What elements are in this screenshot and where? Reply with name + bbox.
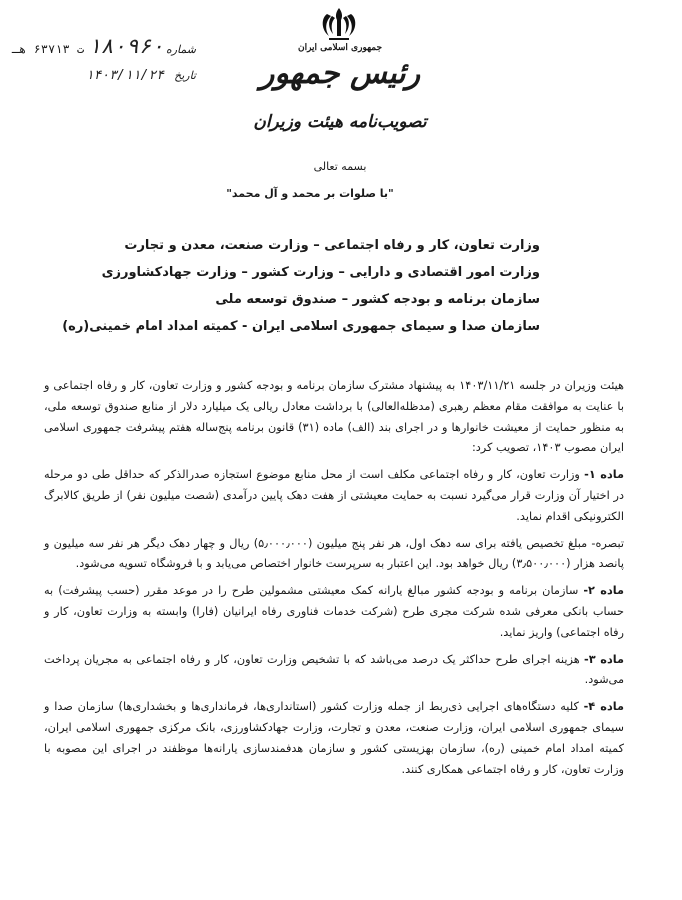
office-title: رئیس جمهور xyxy=(259,56,421,91)
decree-body xyxy=(44,376,624,786)
number-row xyxy=(6,34,196,68)
intro-paragraph: هیئت وزیران در جلسه ۱۴۰۳/۱۱/۲۱ به پیشنهاد مشترک سازمان برنامه و بودجه کشور و وزارت تعاون، کار و رفاه اجتماعی و با عنایت به موافقت مقام معظم رهبری (مدظله‌العالی) با برداشت معادل ریالی یک میلیارد دلار از منابع صندوق توسعه ملی، به منظور حمایت از معیشت خانوارها و در اجرای بند (الف) ماده (۳۱) قانون برنامه پنج‌ساله هفتم پیشرفت جمهوری اسلامی ایران مصوب ۱۴۰۳، تصویب کرد: xyxy=(44,379,624,455)
article-1 xyxy=(44,465,624,527)
number-label: شماره xyxy=(165,43,196,56)
iran-emblem-icon xyxy=(315,6,363,44)
date-row xyxy=(6,68,196,102)
article-title: ماده ۳- xyxy=(584,652,625,666)
recipients-list xyxy=(62,232,540,340)
article-text: سازمان برنامه و بودجه کشور مبالغ یارانه کمک معیشتی مشمولین طرح را در موعد مقرر (حسب پیشرفت) به حساب بانکی معرفی شده شرکت مجری طرح (شرکت خدمات فناوری رفاه ایرانیان (فارا) وابسته به وزارت تعاون، کار و رفاه اجتماعی) واریز نماید. xyxy=(44,584,624,639)
basmala: بسمه تعالی xyxy=(313,160,367,173)
recipient-line: سازمان صدا و سیمای جمهوری اسلامی ایران - کمیته امداد امام خمینی(ره) xyxy=(62,319,540,334)
note-text: تبصره- مبلغ تخصیص یافته برای سه دهک اول، هر نفر پنج میلیون (۵٫۰۰۰٫۰۰۰) ریال و چهار دهک دیگر هر نفر سه میلیون و پانصد هزار (۳٫۵۰۰٫۰۰۰) ریال خواهد بود. این اعتبار به سرپرست خانوار اختصاص می‌یابد و با فروشگاه تسویه می‌شود. xyxy=(44,536,624,571)
article-text: وزارت تعاون، کار و رفاه اجتماعی مکلف است از محل منابع موضوع استجازه صدرالذکر که حداقل طی دو مرحله در اختیار آن وزارت قرار می‌گیرد نسبت به حمایت معیشتی از هفت دهک پایین درآمدی (شصت میلیون نفر) از طریق کالابرگ الکترونیکی اقدام نماید. xyxy=(44,468,624,523)
article-title: ماده ۴- xyxy=(583,700,625,714)
article-text: هزینه اجرای طرح حداکثر یک درصد می‌باشد که با تشخیص وزارت تعاون، کار و رفاه اجتماعی به مجریان پرداخت می‌شود. xyxy=(44,652,624,687)
article-4 xyxy=(44,697,624,780)
country-name: جمهوری اسلامی ایران xyxy=(297,43,383,53)
recipient-line: وزارت امور اقتصادی و دارایی – وزارت کشور – وزارت جهادکشاورزی xyxy=(101,265,540,280)
reference-block xyxy=(6,34,196,102)
date-value: ۱۴۰۳/۱۱/۲۴ xyxy=(85,68,164,83)
article-title: ماده ۲- xyxy=(583,584,624,598)
document-subtitle: تصویب‌نامه هیئت وزیران xyxy=(253,112,427,132)
article-3 xyxy=(44,650,624,692)
recipient-line: وزارت تعاون، کار و رفاه اجتماعی – وزارت صنعت، معدن و تجارت xyxy=(124,238,540,253)
number-suffix: ت ۶۳۷۱۳ هـ xyxy=(11,42,85,56)
article-2 xyxy=(44,581,624,643)
article-text: کلیه دستگاه‌های اجرایی ذی‌ربط از جمله وزارت کشور (استانداری‌ها، فرمانداری‌ها و بخشداری‌ها) سازمان صدا و سیمای جمهوری اسلامی ایران، وزارت صنعت، معدن و تجارت، وزارت جهادکشاورزی، بانک مرکزی جمهوری اسلامی ایران، کمیته امداد امام خمینی (ره)، سازمان بهزیستی کشور و سازمان هدفمندسازی یارانه‌ها موظفند در اجرای این مصوبه با وزارت تعاون، کار و رفاه اجتماعی همکاری کنند. xyxy=(44,700,624,776)
number-value: ۱۸۰۹۶۰ xyxy=(88,34,164,58)
note-1 xyxy=(44,534,624,576)
article-title: ماده ۱- xyxy=(584,468,625,482)
date-label: تاریخ xyxy=(174,69,196,82)
recipient-line: سازمان برنامه و بودجه کشور – صندوق توسعه ملی xyxy=(215,292,540,307)
salawat: "با صلوات بر محمد و آل محمد" xyxy=(226,187,394,200)
